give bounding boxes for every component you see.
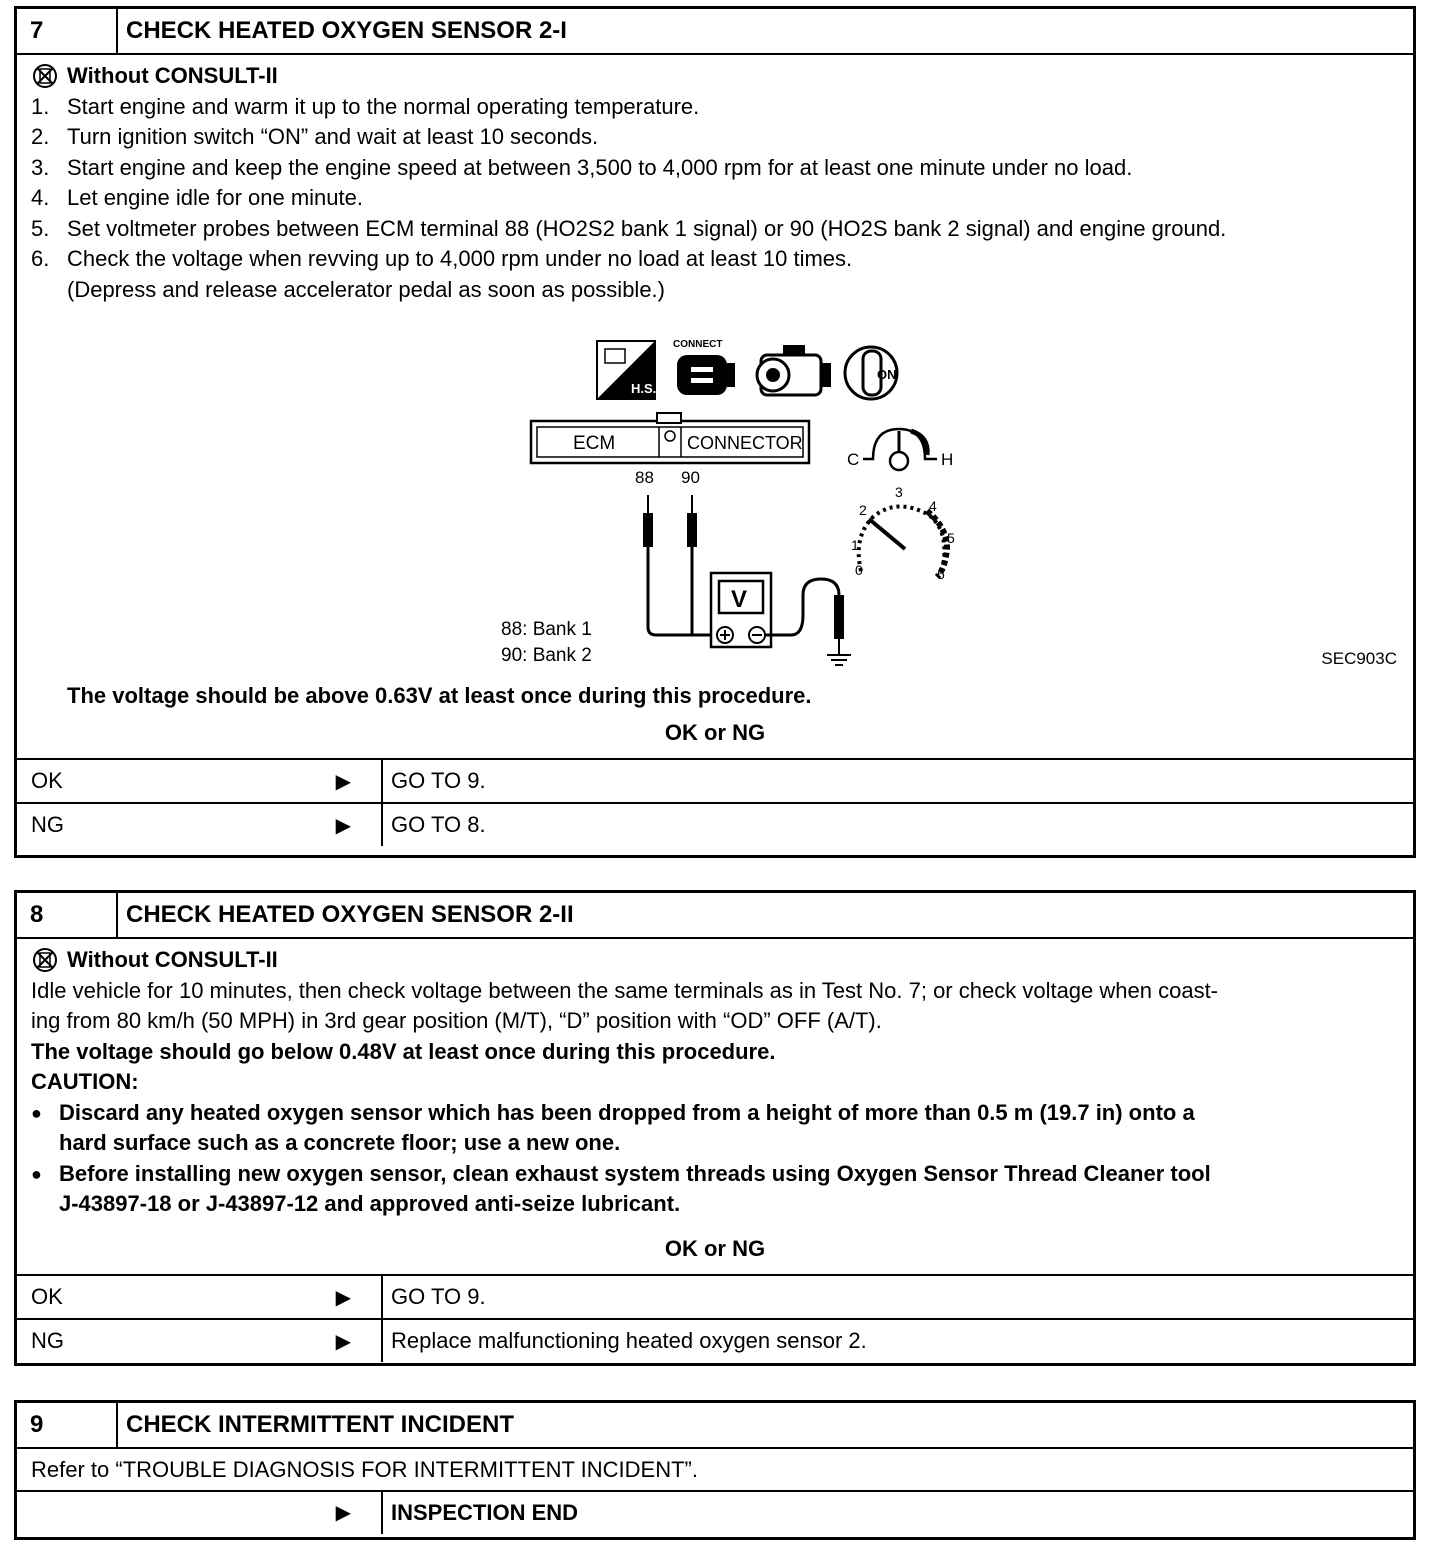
section-7 (14, 6, 1416, 858)
arrow-right-icon: ▶ (335, 770, 351, 793)
row-label: OK (31, 1284, 63, 1309)
bullet-line: Before installing new oxygen sensor, clean exhaust system threads using Oxygen Sensor Thread Cleaner tool (59, 1160, 1211, 1186)
arrow-right-icon: ▶ (335, 1330, 351, 1353)
table-row (17, 1274, 1413, 1318)
row-action: GO TO 9. (391, 1284, 486, 1309)
mode-label: Without CONSULT-II (67, 947, 278, 972)
bullet-icon: ● (31, 1102, 42, 1123)
figure-code: SEC903C (1321, 649, 1397, 668)
result-text: The voltage should go below 0.48V at least once during this procedure. (31, 1038, 776, 1064)
meter-label: V (731, 586, 748, 613)
tach-tick-4: 4 (929, 498, 937, 514)
row-left (17, 1492, 383, 1534)
caution-list (31, 1098, 1399, 1220)
no-consult-icon (31, 946, 59, 974)
section-9 (14, 1400, 1416, 1540)
row-action: Replace malfunctioning heated oxygen sensor 2. (391, 1328, 867, 1353)
terminal-90-label: 90 (681, 468, 700, 487)
step-num: 1. (31, 93, 50, 119)
bullet-text (59, 1098, 1195, 1159)
bullet-icon: ● (31, 1163, 42, 1184)
legend-bank1: 88: Bank 1 (501, 619, 592, 640)
list-item (31, 153, 1399, 184)
bullet-text (59, 1159, 1211, 1220)
section-header (17, 893, 1413, 939)
caution-heading: CAUTION: (31, 1069, 139, 1094)
row-left (17, 760, 383, 802)
row-left (17, 804, 383, 846)
row-label: OK (31, 768, 63, 793)
engine-icon (757, 345, 831, 395)
row-action: GO TO 8. (391, 812, 486, 837)
step-num: 6. (31, 246, 50, 271)
arrow-right-icon: ▶ (335, 814, 351, 837)
section-header (17, 1403, 1413, 1449)
table-row (17, 802, 1413, 846)
no-consult-icon (31, 62, 59, 90)
step-number: 8 (17, 893, 118, 937)
step-text: Turn ignition switch “ON” and wait at least 10 seconds. (67, 124, 599, 149)
step-text: Check the voltage when revving up to 4,000 rpm under no load at least 10 times. (67, 246, 853, 271)
tach-tick-0: 0 (855, 562, 863, 578)
mode-label: Without CONSULT-II (67, 63, 278, 88)
list-item (31, 92, 1399, 123)
instruction-line-1: Idle vehicle for 10 minutes, then check voltage between the same terminals as in Test No. 7; or check voltage when coast- (31, 977, 1219, 1003)
tach-tick-5: 5 (947, 530, 955, 546)
section-body (17, 939, 1413, 1274)
tach-tick-6: 6 (937, 566, 945, 582)
ok-or-ng-label: OK or NG (664, 719, 766, 745)
temp-c-label: C (847, 450, 860, 469)
bullet-line: hard surface such as a concrete floor; use a new one. (59, 1130, 621, 1155)
step-text: Start engine and keep the engine speed at between 3,500 to 4,000 rpm for at least one minute under no load. (67, 154, 1133, 180)
connect-label: CONNECT (673, 339, 723, 350)
arrow-right-icon: ▶ (335, 1286, 351, 1309)
list-item (31, 214, 1399, 245)
step-number: 7 (17, 9, 118, 53)
instruction-line-2: ing from 80 km/h (50 MPH) in 3rd gear position (M/T), “D” position with “OD” OFF (A/T). (31, 1008, 882, 1033)
row-action: INSPECTION END (391, 1499, 579, 1525)
list-item (31, 244, 1399, 275)
step-text: Let engine idle for one minute. (67, 185, 363, 210)
legend-bank2: 90: Bank 2 (501, 645, 592, 666)
connector-label: CONNECTOR (687, 433, 803, 453)
ground-probe (827, 595, 851, 665)
section-8 (14, 890, 1416, 1366)
consult-mode (31, 61, 1399, 92)
temperature-gauge-icon (847, 429, 953, 470)
step-num: 4. (31, 185, 50, 210)
row-label: NG (31, 812, 64, 837)
result-text: The voltage should be above 0.63V at least once during this procedure. (67, 683, 812, 708)
hs-icon (597, 341, 656, 399)
voltmeter (711, 573, 839, 647)
consult-mode (31, 945, 1399, 976)
list-item (31, 1098, 1399, 1159)
row-left (17, 1276, 383, 1318)
step-number: 9 (17, 1403, 118, 1447)
tach-tick-2: 2 (859, 502, 867, 518)
connect-icon (673, 339, 735, 395)
wiring-figure (31, 305, 1399, 687)
section-header (17, 9, 1413, 55)
on-label: ON (877, 367, 897, 382)
step-num: 3. (31, 154, 50, 180)
bullet-line: Discard any heated oxygen sensor which has been dropped from a height of more than 0.5 m (19.7 in) onto a (59, 1099, 1195, 1125)
step-title: CHECK HEATED OXYGEN SENSOR 2-II (126, 901, 574, 928)
table-row (17, 758, 1413, 802)
ok-or-ng-label: OK or NG (664, 1235, 766, 1261)
step-text: Set voltmeter probes between ECM terminal 88 (HO2S2 bank 1 signal) or 90 (HO2S bank 2 signal) and engine ground. (67, 215, 1227, 241)
row-action: GO TO 9. (391, 768, 486, 793)
reference-text: Refer to “TROUBLE DIAGNOSIS FOR INTERMITTENT INCIDENT”. (31, 1457, 698, 1482)
table-row (17, 1318, 1413, 1362)
list-item (31, 183, 1399, 214)
terminal-88-label: 88 (635, 468, 654, 487)
procedure-steps (31, 92, 1399, 275)
step-text: Start engine and warm it up to the normal operating temperature. (67, 93, 700, 119)
section-body (17, 1449, 1413, 1490)
table-row (17, 1490, 1413, 1534)
step-num: 5. (31, 215, 50, 241)
section-body (17, 55, 1413, 758)
step-num: 2. (31, 124, 50, 149)
list-item (31, 1159, 1399, 1220)
ignition-on-icon (845, 347, 897, 399)
probes (643, 495, 717, 635)
tachometer-icon (851, 484, 955, 582)
step-title: CHECK HEATED OXYGEN SENSOR 2-I (126, 17, 567, 44)
ecm-label: ECM (573, 433, 616, 454)
row-left (17, 1320, 383, 1362)
step-note: (Depress and release accelerator pedal as soon as possible.) (67, 276, 665, 302)
bullet-line: J-43897-18 or J-43897-12 and approved anti-seize lubricant. (59, 1191, 681, 1216)
arrow-right-icon: ▶ (335, 1502, 351, 1524)
step-title: CHECK INTERMITTENT INCIDENT (126, 1411, 514, 1438)
list-item (31, 122, 1399, 153)
ecm-connector (531, 413, 809, 463)
hs-label: H.S. (631, 381, 657, 396)
figure-svg (31, 305, 1399, 687)
tach-tick-1: 1 (851, 537, 859, 553)
tach-tick-3: 3 (895, 484, 903, 500)
temp-h-label: H (941, 450, 954, 469)
row-label: NG (31, 1328, 64, 1353)
